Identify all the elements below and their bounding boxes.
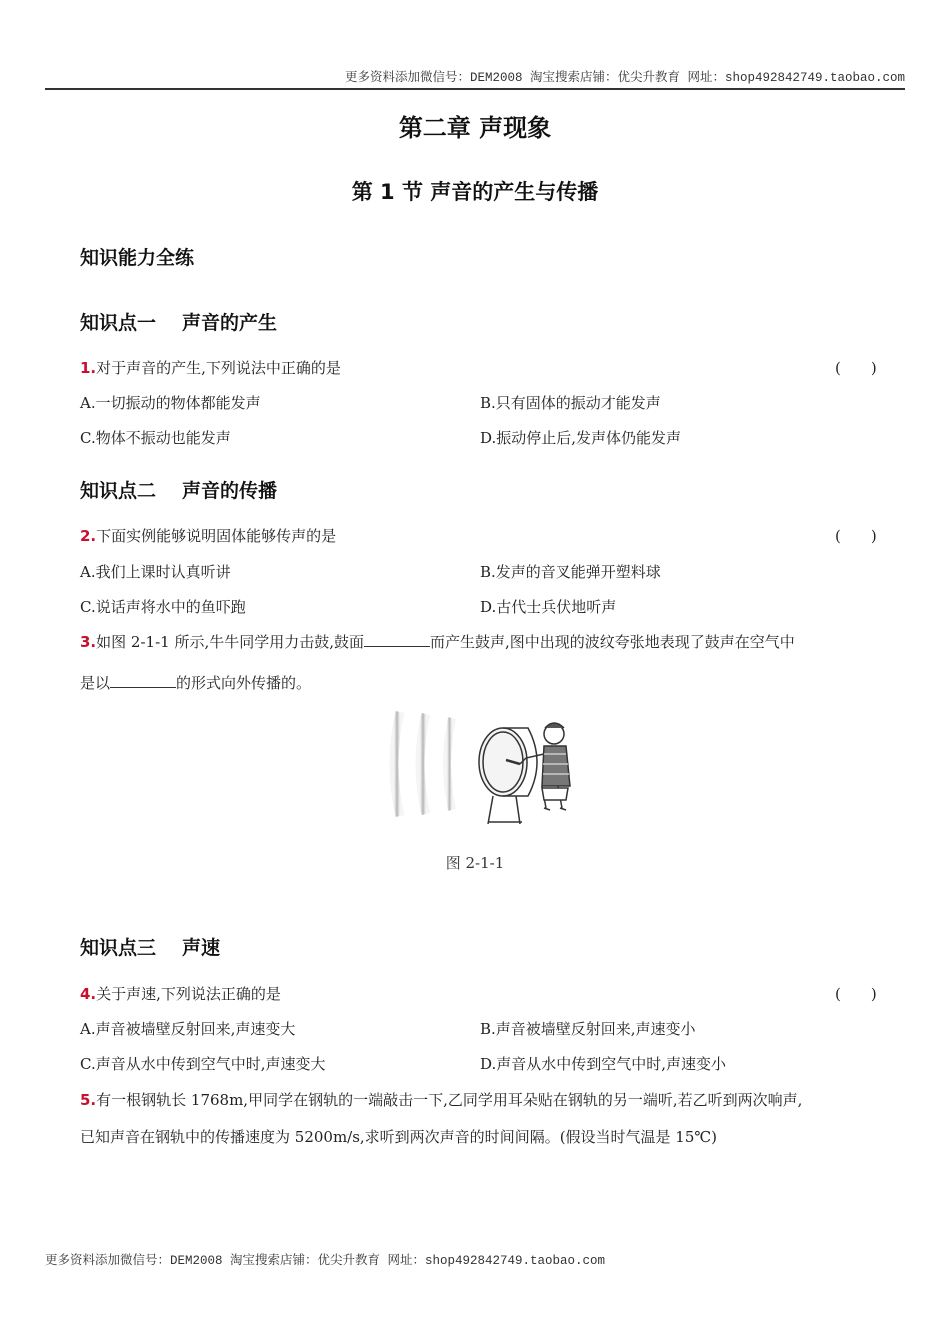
figure-caption: 图 2-1-1 xyxy=(445,854,505,872)
question-1-answer-blank: ( ) xyxy=(835,359,877,377)
question-2-option-b: B.发声的音叉能弹开塑料球 xyxy=(480,563,661,581)
question-1-option-d: D.振动停止后,发声体仍能发声 xyxy=(480,429,682,447)
knowledge-point-2-heading xyxy=(80,476,277,503)
question-3-number: 3. xyxy=(80,633,97,651)
question-1-option-a: A.一切振动的物体都能发声 xyxy=(80,394,261,412)
question-1-number: 1. xyxy=(80,359,97,377)
question-2-option-c: C.说话声将水中的鱼吓跑 xyxy=(80,598,246,616)
question-2 xyxy=(80,519,880,554)
practice-heading: 知识能力全练 xyxy=(80,247,195,269)
kp1-label: 知识点一 xyxy=(80,312,157,334)
question-4-option-a: A.声音被墙壁反射回来,声速变大 xyxy=(80,1020,296,1038)
question-1-text: 对于声音的产生,下列说法中正确的是 xyxy=(96,359,341,377)
question-5-number: 5. xyxy=(80,1091,97,1109)
question-5-text-1: 有一根钢轨长 1768m,甲同学在钢轨的一端敲击一下,乙同学用耳朵贴在钢轨的另一端听,若乙听到两次响声, xyxy=(96,1091,803,1109)
question-4-option-c: C.声音从水中传到空气中时,声速变大 xyxy=(80,1055,326,1073)
kp3-title: 声速 xyxy=(182,937,221,959)
question-5-line-2: 已知声音在钢轨中的传播速度为 5200m/s,求听到两次声音的时间间隔。(假设当时气温是 15℃) xyxy=(80,1128,718,1146)
question-4-answer-blank: ( ) xyxy=(835,985,877,1003)
question-2-option-a: A.我们上课时认真听讲 xyxy=(80,563,231,581)
question-4-option-b: B.声音被墙壁反射回来,声速变小 xyxy=(480,1020,696,1038)
question-2-number: 2. xyxy=(80,527,97,545)
question-3-text-2: 而产生鼓声,图中出现的波纹夸张地表现了鼓声在空气中 xyxy=(429,633,795,651)
kp3-label: 知识点三 xyxy=(80,937,157,959)
question-4-text: 关于声速,下列说法正确的是 xyxy=(96,985,281,1003)
question-3-text-3: 是以 xyxy=(80,674,111,692)
question-2-answer-blank: ( ) xyxy=(835,527,877,545)
question-3-text-4: 的形式向外传播的。 xyxy=(176,674,312,692)
page-footer: 更多资料添加微信号：DEM2008 淘宝搜索店铺：优尖升教育 网址：shop492842749.taobao.com xyxy=(45,1254,606,1268)
question-3-blank-2[interactable] xyxy=(110,673,176,688)
question-3-text-1: 如图 2-1-1 所示,牛牛同学用力击鼓,鼓面 xyxy=(96,633,364,651)
chapter-title: 第二章 声现象 xyxy=(398,114,552,142)
question-2-option-d: D.古代士兵伏地听声 xyxy=(480,598,617,616)
kp2-title: 声音的传播 xyxy=(182,480,278,502)
question-4-number: 4. xyxy=(80,985,97,1003)
question-4 xyxy=(80,977,880,1012)
kp1-title: 声音的产生 xyxy=(182,312,278,334)
section-title: 第 1 节 声音的产生与传播 xyxy=(351,180,599,204)
question-2-text: 下面实例能够说明固体能够传声的是 xyxy=(96,527,337,545)
drum xyxy=(479,728,537,824)
question-4-option-d: D.声音从水中传到空气中时,声速变小 xyxy=(480,1055,727,1073)
question-1 xyxy=(80,351,880,386)
kp2-label: 知识点二 xyxy=(80,480,157,502)
knowledge-point-3-heading xyxy=(80,933,220,960)
page-header: 更多资料添加微信号：DEM2008 淘宝搜索店铺：优尖升教育 网址：shop492842749.taobao.com xyxy=(45,70,905,90)
question-3-line-2 xyxy=(80,666,880,701)
question-5 xyxy=(80,1083,890,1118)
question-1-option-c: C.物体不振动也能发声 xyxy=(80,429,231,447)
drum-illustration xyxy=(388,704,586,824)
question-3 xyxy=(80,625,880,660)
sound-waves xyxy=(394,712,452,816)
knowledge-point-1-heading xyxy=(80,308,277,335)
question-1-option-b: B.只有固体的振动才能发声 xyxy=(480,394,661,412)
question-3-blank-1[interactable] xyxy=(364,632,430,647)
